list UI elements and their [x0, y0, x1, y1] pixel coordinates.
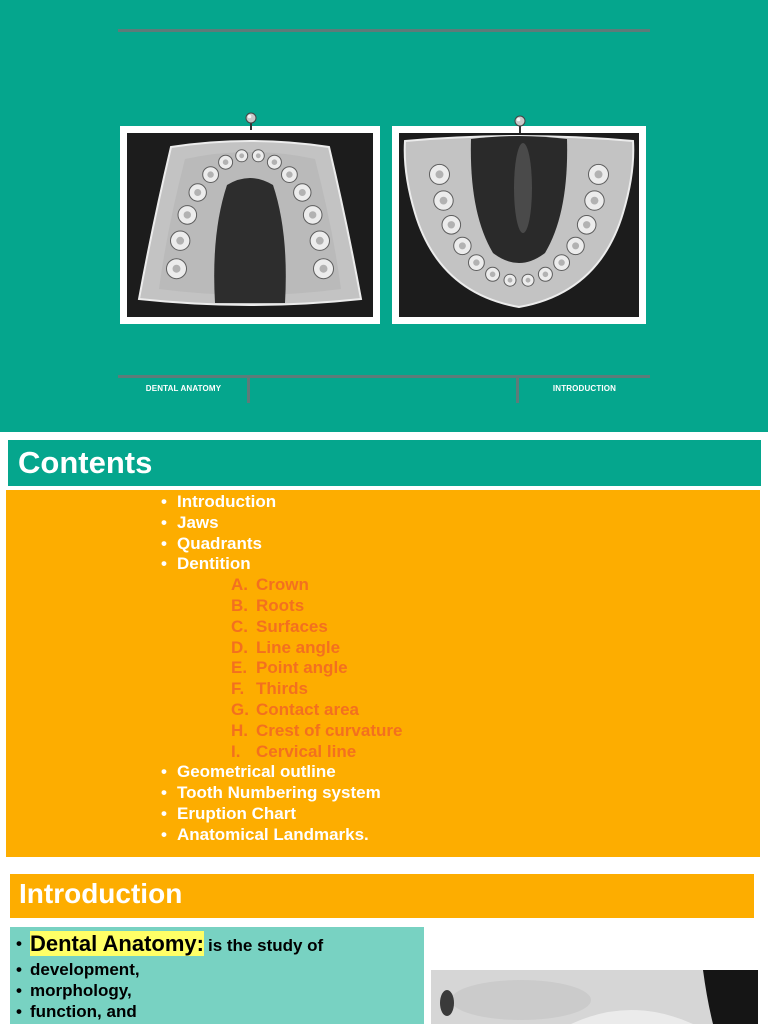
- subitem-label: Crown: [256, 575, 309, 595]
- pushpin-icon: [513, 115, 527, 133]
- introduction-body: [10, 927, 424, 1024]
- top-rule: [118, 29, 650, 32]
- tooth-occlusal-surface: [448, 221, 455, 228]
- tooth-occlusal-surface: [436, 170, 444, 178]
- dentition-subitem: [161, 700, 721, 721]
- definition-line: [30, 930, 420, 959]
- subitem-label: Thirds: [256, 679, 308, 699]
- tooth-occlusal-surface: [256, 153, 261, 158]
- cover-slide: [0, 0, 768, 432]
- tooth-occlusal-surface: [207, 171, 213, 177]
- skull-photo: [431, 970, 758, 1024]
- tooth-occlusal-surface: [286, 171, 292, 177]
- tooth-occlusal-surface: [176, 237, 184, 245]
- bone-cavity: [440, 990, 454, 1016]
- tooth-occlusal-surface: [526, 278, 531, 283]
- subitem-label: Line angle: [256, 637, 341, 657]
- bottom-rule: [118, 375, 650, 378]
- tooth-occlusal-surface: [459, 242, 466, 249]
- dentition-subitem: [161, 617, 721, 638]
- definition-text: is the study of: [207, 936, 324, 955]
- introduction-title: Introduction: [19, 878, 183, 909]
- dentition-subitem: [161, 638, 721, 659]
- photo-frame-left: [120, 126, 380, 324]
- tooth-occlusal-surface: [184, 211, 191, 218]
- subitem-marker: F.: [231, 679, 245, 699]
- tongue-ridge: [514, 143, 532, 233]
- subitem-marker: E.: [231, 658, 248, 678]
- subitem-label: Contact area: [256, 699, 359, 719]
- dentition-subitem: [161, 596, 721, 617]
- contents-item: • Eruption Chart: [161, 804, 721, 825]
- introduction-bullets: [30, 930, 420, 1022]
- tooth-occlusal-surface: [299, 189, 306, 196]
- subitem-label: Crest of curvature: [256, 720, 403, 740]
- subitem-marker: C.: [231, 616, 248, 636]
- dentition-subitem: [161, 575, 721, 596]
- subitem-marker: B.: [231, 595, 248, 615]
- dentition-subitem: [161, 721, 721, 742]
- subitem-label: Roots: [256, 595, 305, 615]
- pushpin-icon: [244, 112, 258, 130]
- contents-item: • Jaws: [161, 513, 721, 534]
- dentition-subitem: [161, 679, 721, 700]
- contents-box: [6, 490, 760, 857]
- introduction-header: [10, 874, 754, 918]
- subitem-label: Point angle: [256, 658, 348, 678]
- tooth-occlusal-surface: [583, 221, 590, 228]
- bullet-item: • function, and: [30, 1001, 420, 1022]
- tooth-occlusal-surface: [440, 197, 448, 205]
- tooth-occlusal-surface: [591, 197, 599, 205]
- tooth-occlusal-surface: [223, 159, 229, 165]
- tooth-occlusal-surface: [309, 211, 316, 218]
- contents-item: • Dentition: [161, 554, 721, 575]
- contents-list: [161, 492, 721, 846]
- subitem-marker: D.: [231, 637, 248, 657]
- subitem-marker: H.: [231, 720, 248, 740]
- mandibular-cast-image: [399, 133, 639, 317]
- dentition-subitem: [161, 742, 721, 763]
- photo-frame-right: [392, 126, 646, 324]
- tooth-occlusal-surface: [272, 159, 278, 165]
- tooth-occlusal-surface: [194, 189, 201, 196]
- contents-title: Contents: [18, 445, 153, 480]
- skull-photo-graphic: [431, 970, 758, 1024]
- subitem-label: Cervical line: [256, 741, 357, 761]
- footer-label-left: DENTAL ANATOMY: [145, 384, 222, 393]
- tooth-occlusal-surface: [316, 237, 324, 245]
- contents-item: • Tooth Numbering system: [161, 783, 721, 804]
- bone-shading: [451, 980, 591, 1020]
- contents-item: • Quadrants: [161, 534, 721, 555]
- bullet-item: • morphology,: [30, 980, 420, 1001]
- subitem-marker: I.: [231, 741, 241, 761]
- contents-item: • Introduction: [161, 492, 721, 513]
- palate: [214, 178, 286, 303]
- contents-item: • Anatomical Landmarks.: [161, 825, 721, 846]
- tooth-occlusal-surface: [508, 278, 513, 283]
- maxillary-cast-image: [127, 133, 373, 317]
- tooth-occlusal-surface: [572, 242, 579, 249]
- tooth-occlusal-surface: [543, 272, 549, 278]
- tooth-occlusal-surface: [490, 272, 496, 278]
- tooth-occlusal-surface: [595, 170, 603, 178]
- tooth-occlusal-surface: [239, 153, 244, 158]
- contents-header: [8, 440, 761, 486]
- footer-label-right: INTRODUCTION: [552, 384, 617, 393]
- tooth-occlusal-surface: [558, 259, 564, 265]
- subitem-marker: A.: [231, 575, 248, 595]
- contents-item: • Geometrical outline: [161, 762, 721, 783]
- footer-divider: [247, 375, 250, 403]
- subitem-label: Surfaces: [256, 616, 328, 636]
- subitem-marker: G.: [231, 699, 249, 719]
- dentition-subitem: [161, 658, 721, 679]
- definition-term: Dental Anatomy:: [30, 931, 204, 956]
- bullet-item: • development,: [30, 959, 420, 980]
- tooth-occlusal-surface: [173, 265, 181, 273]
- tooth-occlusal-surface: [320, 265, 328, 273]
- tooth-occlusal-surface: [473, 259, 479, 265]
